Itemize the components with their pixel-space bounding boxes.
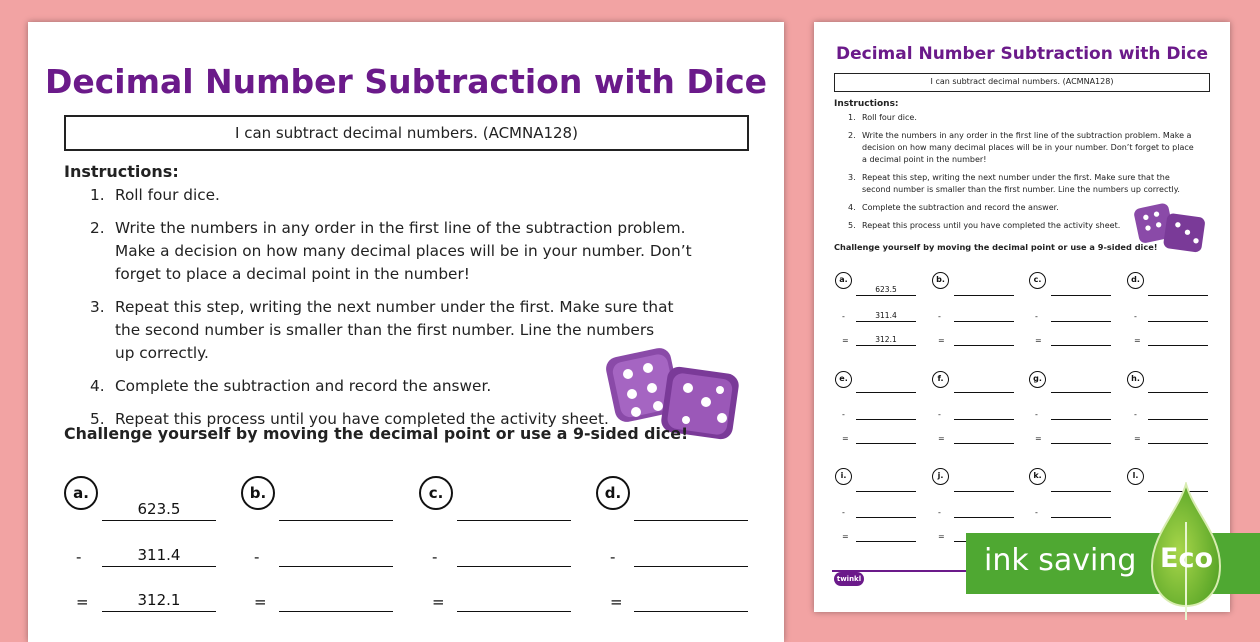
preview-line [1051, 285, 1111, 296]
minus-sign: - [1134, 410, 1137, 419]
preview-step-2: 2. Write the numbers in any order in the first line of the subtraction problem. Make a decision on how many decimal places will be in your number. Don’t forget to place a decimal point in the number! [848, 131, 1194, 164]
preview-label: j. [932, 468, 949, 485]
preview-line [1148, 433, 1208, 444]
challenge-text: Challenge yourself by moving the decimal point or use a 9-sided dice! [64, 424, 689, 443]
minus-sign: - [1134, 312, 1137, 321]
equals-sign: = [842, 434, 849, 443]
preview-line: 311.4 [856, 311, 916, 322]
preview-line [856, 382, 916, 393]
preview-label: g. [1029, 371, 1046, 388]
problem-label: d. [596, 476, 630, 510]
preview-line [1051, 311, 1111, 322]
equals-sign: = [842, 336, 849, 345]
equals-sign: = [1134, 434, 1141, 443]
twinkl-logo: twinkl [834, 572, 864, 586]
equals-sign: = [76, 593, 89, 611]
minus-sign: - [842, 312, 845, 321]
worksheet-title: Decimal Number Subtraction with Dice [44, 62, 768, 101]
preview-label: h. [1127, 371, 1144, 388]
preview-step-1: 1. Roll four dice. [848, 113, 917, 122]
equals-sign: = [1035, 434, 1042, 443]
preview-line [856, 531, 916, 542]
minus-sign: - [610, 548, 616, 566]
answer-line[interactable] [634, 546, 748, 567]
preview-label: a. [835, 272, 852, 289]
preview-line [1148, 311, 1208, 322]
preview-line [1148, 382, 1208, 393]
preview-line [1148, 335, 1208, 346]
answer-line[interactable] [457, 500, 571, 521]
minus-sign: - [254, 548, 260, 566]
answer-line[interactable] [634, 591, 748, 612]
equals-sign: = [938, 434, 945, 443]
minus-sign: - [432, 548, 438, 566]
equals-sign: = [432, 593, 445, 611]
preview-label: e. [835, 371, 852, 388]
answer-line[interactable] [457, 546, 571, 567]
minus-sign: - [938, 410, 941, 419]
preview-line [954, 433, 1014, 444]
preview-line [954, 481, 1014, 492]
preview-line: 312.1 [856, 335, 916, 346]
preview-step-3: 3. Repeat this step, writing the next number under the first. Make sure that the second number is smaller than the first number. Line the numbers up correctly. [848, 173, 1180, 194]
preview-label: b. [932, 272, 949, 289]
minus-sign: - [938, 508, 941, 517]
preview-line [954, 311, 1014, 322]
preview-line [954, 507, 1014, 518]
preview-line [1051, 382, 1111, 393]
preview-line [954, 382, 1014, 393]
preview-line [856, 409, 916, 420]
step-3: 3. Repeat this step, writing the next number under the first. Make sure that the second number is smaller than the first number. Line the numbers up correctly. [90, 298, 674, 362]
problem-label: b. [241, 476, 275, 510]
preview-label: d. [1127, 272, 1144, 289]
preview-line [856, 481, 916, 492]
preview-line [1051, 335, 1111, 346]
answer-line[interactable] [634, 500, 748, 521]
step-5: 5. Repeat this process until you have completed the activity sheet. [90, 410, 609, 428]
preview-line [954, 335, 1014, 346]
preview-challenge-text: Challenge yourself by moving the decimal point or use a 9-sided dice! [834, 242, 1158, 252]
minus-sign: - [842, 410, 845, 419]
minus-sign: - [1035, 312, 1038, 321]
answer-line[interactable]: 312.1 [102, 591, 216, 612]
equals-sign: = [842, 532, 849, 541]
preview-label: c. [1029, 272, 1046, 289]
preview-line [1148, 285, 1208, 296]
answer-line[interactable]: 623.5 [102, 500, 216, 521]
answer-line[interactable]: 311.4 [102, 546, 216, 567]
minus-sign: - [842, 508, 845, 517]
problem-label: c. [419, 476, 453, 510]
preview-line [856, 507, 916, 518]
answer-line[interactable] [279, 546, 393, 567]
problem-label: a. [64, 476, 98, 510]
preview-label: k. [1029, 468, 1046, 485]
preview-line [954, 285, 1014, 296]
preview-line [1051, 409, 1111, 420]
ink-saving-label: ink saving [984, 543, 1137, 578]
equals-sign: = [1035, 336, 1042, 345]
equals-sign: = [938, 532, 945, 541]
worksheet-main [28, 22, 784, 642]
equals-sign: = [610, 593, 623, 611]
step-4: 4. Complete the subtraction and record the answer. [90, 377, 492, 395]
preview-line: 623.5 [856, 285, 916, 296]
preview-line [856, 433, 916, 444]
preview-line [1051, 433, 1111, 444]
preview-line [1051, 507, 1111, 518]
instructions-heading: Instructions: [64, 162, 179, 181]
preview-step-5: 5. Repeat this process until you have completed the activity sheet. [848, 221, 1121, 230]
preview-label: l. [1127, 468, 1144, 485]
preview-label: i. [835, 468, 852, 485]
learning-objective: I can subtract decimal numbers. (ACMNA128) [64, 115, 749, 151]
step-2: 2. Write the numbers in any order in the first line of the subtraction problem. Make a decision on how many decimal places will be in your number. Don’t forget to place a decimal point in the number! [90, 219, 692, 283]
answer-line[interactable] [279, 591, 393, 612]
preview-instructions-heading: Instructions: [834, 99, 899, 109]
preview-title: Decimal Number Subtraction with Dice [836, 44, 1208, 64]
answer-line[interactable] [279, 500, 393, 521]
minus-sign: - [1035, 508, 1038, 517]
step-1: 1. Roll four dice. [90, 186, 220, 204]
preview-line [1148, 409, 1208, 420]
equals-sign: = [1134, 336, 1141, 345]
answer-line[interactable] [457, 591, 571, 612]
minus-sign: - [1035, 410, 1038, 419]
equals-sign: = [938, 336, 945, 345]
minus-sign: - [938, 312, 941, 321]
equals-sign: = [254, 593, 267, 611]
preview-line [954, 409, 1014, 420]
preview-step-4: 4. Complete the subtraction and record the answer. [848, 203, 1059, 212]
minus-sign: - [76, 548, 82, 566]
preview-label: f. [932, 371, 949, 388]
preview-learning-objective: I can subtract decimal numbers. (ACMNA128) [834, 73, 1210, 92]
eco-label: Eco [1160, 543, 1213, 574]
preview-line [1051, 481, 1111, 492]
